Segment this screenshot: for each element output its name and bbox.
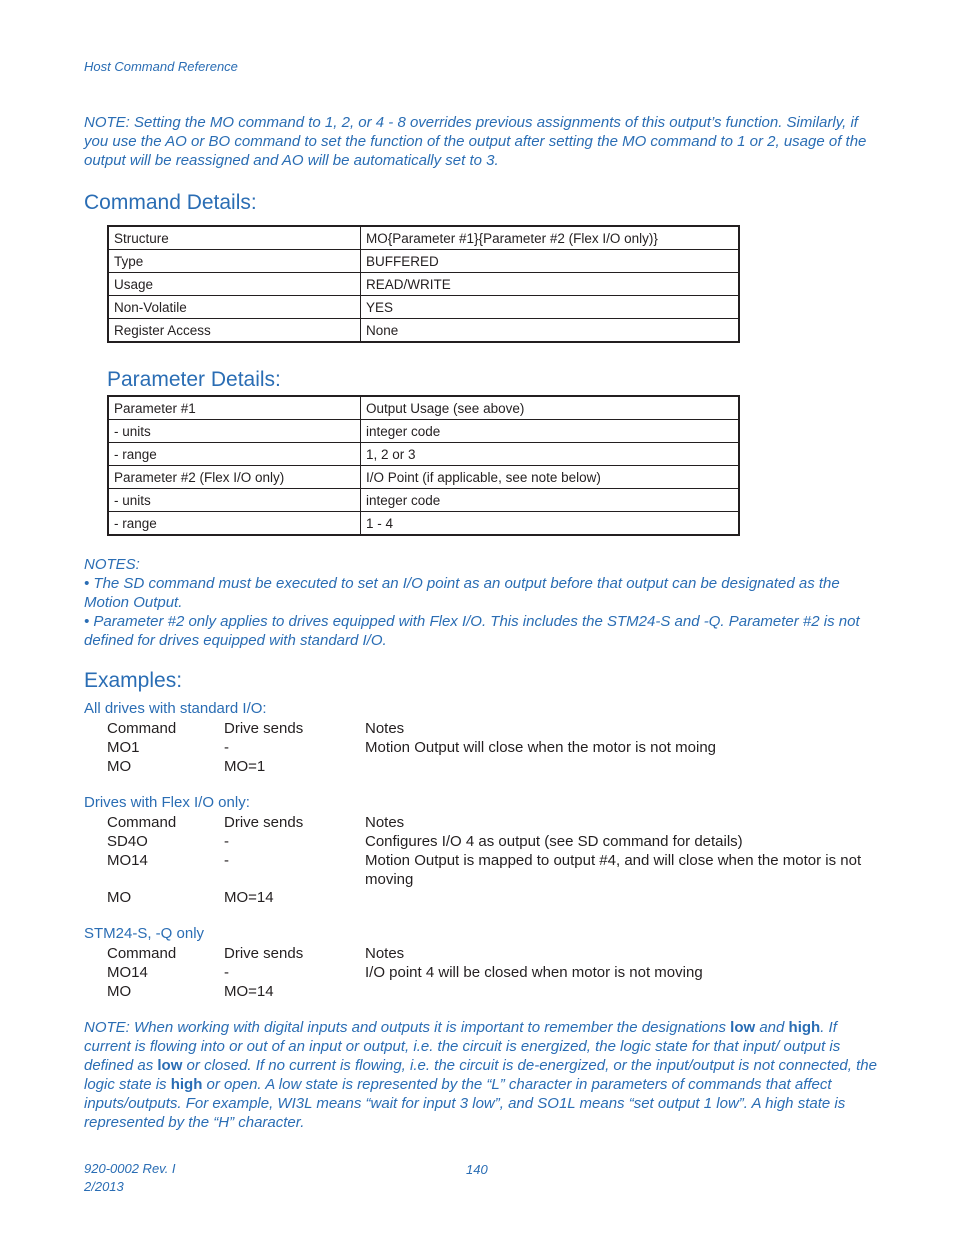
example-header-command: Command <box>107 945 177 962</box>
parameter-details-table <box>107 395 740 536</box>
notes-block <box>84 555 884 650</box>
note-text: and <box>755 1019 789 1036</box>
note-text: . If current is flowing into or out of an input or output, i.e. the circuit is energized, the logic state for that input/ output is defined as <box>84 1019 841 1074</box>
table-row <box>108 250 739 273</box>
table-cell: 1, 2 or 3 <box>361 443 740 466</box>
example-drive-sends: MO=14 <box>224 983 274 1000</box>
example-notes: Configures I/O 4 as output (see SD command for details) <box>365 833 743 850</box>
table-row <box>108 489 739 512</box>
command-details-table <box>107 225 740 343</box>
example-header-notes: Notes <box>365 720 405 737</box>
footer-date: 2/2013 <box>84 1179 124 1194</box>
example-notes: Motion Output is mapped to output #4, and will close when the motor is not moving <box>365 852 862 888</box>
table-row <box>108 512 739 536</box>
table-row <box>108 273 739 296</box>
example-command: MO1 <box>107 739 140 756</box>
notes-item: • The SD command must be executed to set an I/O point as an output before that output can be designated as the Motion Output. <box>84 575 840 611</box>
example-command: MO <box>107 889 132 906</box>
example-drive-sends: - <box>224 739 229 756</box>
table-row <box>108 466 739 489</box>
notes-title: NOTES: <box>84 556 140 573</box>
table-cell: Parameter #2 (Flex I/O only) <box>108 466 361 489</box>
table-cell: 1 - 4 <box>361 512 740 536</box>
table-cell: - range <box>108 443 361 466</box>
example-drive-sends: MO=14 <box>224 889 274 906</box>
table-row <box>108 443 739 466</box>
table-cell: Parameter #1 <box>108 396 361 420</box>
footer-left <box>84 1160 176 1196</box>
note-text: or open. A low state is represented by the “L” character in parameters of commands that affect inputs/outputs. For example, WI3L means “wait for input 3 low”, and SO1L means “set output 1 low”. A high state is represented by the “H” character. <box>84 1076 846 1131</box>
note-bottom <box>84 1018 884 1132</box>
footer-doc-number: 920-0002 Rev. I <box>84 1161 176 1176</box>
table-cell: YES <box>361 296 740 319</box>
example-header-command: Command <box>107 720 177 737</box>
example-header-notes: Notes <box>365 945 405 962</box>
example-command: MO14 <box>107 852 148 869</box>
table-row <box>108 296 739 319</box>
page-header: Host Command Reference <box>84 59 238 74</box>
table-cell: BUFFERED <box>361 250 740 273</box>
command-details-heading: Command Details: <box>84 191 257 214</box>
note-text: or closed. If no current is flowing, i.e. the circuit is de-energized, or the input/output is not connected, the logic state is <box>84 1057 877 1093</box>
note-bold-term: high <box>788 1019 821 1036</box>
example-command: MO <box>107 983 132 1000</box>
table-cell: None <box>361 319 740 343</box>
table-row <box>108 226 739 250</box>
note-bold-term: high <box>170 1076 203 1093</box>
example-header-command: Command <box>107 814 177 831</box>
table-cell: I/O Point (if applicable, see note below) <box>361 466 740 489</box>
example-group-title: Drives with Flex I/O only: <box>84 794 250 811</box>
example-header-drive-sends: Drive sends <box>224 720 304 737</box>
example-notes: Motion Output will close when the motor is not moing <box>365 739 716 756</box>
example-command: MO <box>107 758 132 775</box>
example-drive-sends: MO=1 <box>224 758 266 775</box>
table-cell: - units <box>108 489 361 512</box>
example-drive-sends: - <box>224 964 229 981</box>
table-cell: Register Access <box>108 319 361 343</box>
table-cell: integer code <box>361 489 740 512</box>
example-header-notes: Notes <box>365 814 405 831</box>
table-cell: Non-Volatile <box>108 296 361 319</box>
table-cell: - range <box>108 512 361 536</box>
table-cell: - units <box>108 420 361 443</box>
example-command: SD4O <box>107 833 148 850</box>
example-header-drive-sends: Drive sends <box>224 814 304 831</box>
note-bold-term: low <box>157 1057 183 1074</box>
table-cell: Output Usage (see above) <box>361 396 740 420</box>
table-row <box>108 420 739 443</box>
table-row <box>108 396 739 420</box>
example-notes: I/O point 4 will be closed when motor is not moving <box>365 964 703 981</box>
parameter-details-heading: Parameter Details: <box>107 368 281 391</box>
examples-heading: Examples: <box>84 669 183 692</box>
example-group-title: STM24-S, -Q only <box>84 925 205 942</box>
table-cell: READ/WRITE <box>361 273 740 296</box>
example-drive-sends: - <box>224 852 229 869</box>
example-command: MO14 <box>107 964 148 981</box>
table-cell: Type <box>108 250 361 273</box>
table-cell: MO{Parameter #1}{Parameter #2 (Flex I/O only)} <box>361 226 740 250</box>
note-top: NOTE: Setting the MO command to 1, 2, or 4 - 8 overrides previous assignments of this output’s function. Similarly, if you use the AO or BO command to set the function of the output after setting the MO command to 1 or 2, usage of the output will be reassigned and AO will be automatically set to 3. <box>84 114 867 169</box>
table-row <box>108 319 739 343</box>
table-cell: integer code <box>361 420 740 443</box>
page-number: 140 <box>466 1162 488 1177</box>
note-text: NOTE: When working with digital inputs and outputs it is important to remember the designations <box>84 1019 731 1036</box>
table-cell: Structure <box>108 226 361 250</box>
table-cell: Usage <box>108 273 361 296</box>
example-header-drive-sends: Drive sends <box>224 945 304 962</box>
example-group-title: All drives with standard I/O: <box>84 700 267 717</box>
notes-item: • Parameter #2 only applies to drives equipped with Flex I/O. This includes the STM24-S and -Q. Parameter #2 is not defined for drives equipped with standard I/O. <box>84 613 860 649</box>
example-drive-sends: - <box>224 833 229 850</box>
note-bold-term: low <box>730 1019 756 1036</box>
